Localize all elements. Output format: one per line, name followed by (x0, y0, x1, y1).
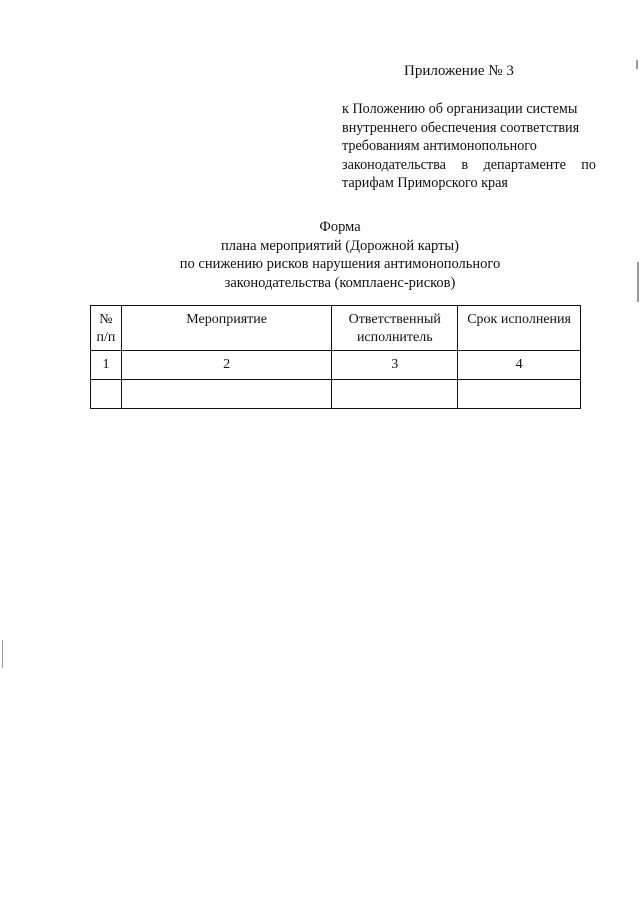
form-title-line: законодательства (комплаенс-рисков) (224, 274, 456, 291)
appendix-reference-line: к Положению об организации системы (342, 101, 578, 117)
header-responsible (332, 306, 458, 351)
appendix-reference-line: законодательства в департаменте по (342, 156, 596, 173)
form-title-line: Форма (319, 219, 361, 235)
action-plan-table (90, 305, 581, 409)
appendix-reference (342, 100, 596, 193)
table-row (91, 351, 581, 380)
table-cell (91, 380, 122, 409)
header-activity: Мероприятие (121, 306, 331, 351)
table-cell (458, 380, 581, 409)
table-cell: 2 (121, 351, 331, 380)
appendix-number: Приложение № 3 (404, 63, 514, 79)
form-title-line: по снижению рисков нарушения антимонопольного (179, 256, 501, 272)
table-cell: 1 (91, 351, 122, 380)
header-number-line: № (99, 312, 113, 327)
scan-edge-mark-lower (2, 640, 3, 668)
table-cell (332, 380, 458, 409)
appendix-reference-line: внутреннего обеспечения соответствия (342, 119, 580, 136)
table-cell (121, 380, 331, 409)
header-number-line: п/п (96, 330, 116, 345)
table-cell: 4 (458, 351, 581, 380)
header-deadline: Срок исполнения (458, 306, 581, 351)
scan-edge-mark-upper (637, 262, 639, 302)
header-responsible-line: Ответственный (348, 312, 441, 327)
header-number (91, 306, 122, 351)
header-responsible-line: исполнитель (356, 330, 433, 345)
table-cell: 3 (332, 351, 458, 380)
table-row (91, 380, 581, 409)
scan-edge-mark-top (636, 60, 638, 69)
form-title-line: плана мероприятий (Дорожной карты) (220, 237, 460, 254)
appendix-reference-line: тарифам Приморского края (342, 175, 508, 191)
appendix-reference-line: требованиям антимонопольного (342, 138, 537, 154)
form-title (140, 218, 540, 292)
table-header-row (91, 306, 581, 351)
